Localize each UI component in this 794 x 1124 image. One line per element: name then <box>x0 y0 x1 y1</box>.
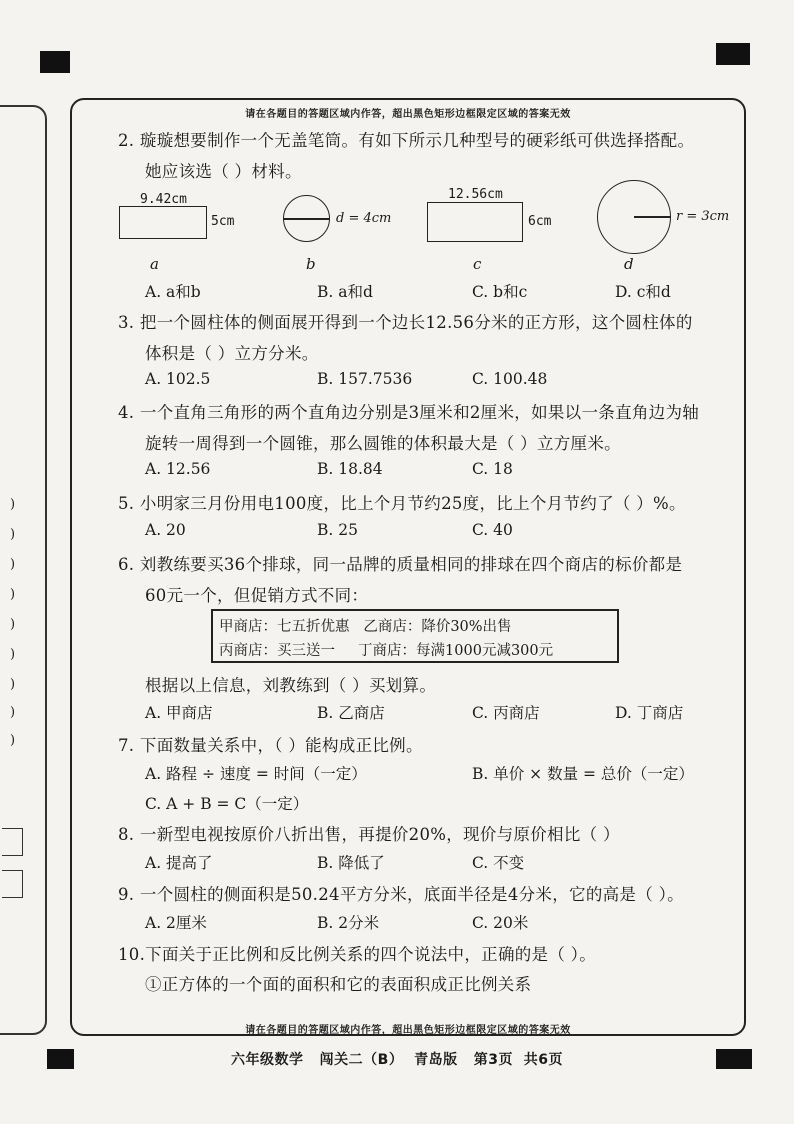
q6-line3: 根据以上信息，刘教练到（ ）买划算。 <box>145 676 437 695</box>
q6-option-b[interactable]: B. 乙商店 <box>317 704 385 722</box>
store-promotion-row-2: 丙商店：买三送一 丁商店：每满1000元减300元 <box>219 643 554 659</box>
q7-option-b[interactable]: B. 单价 × 数量 = 总价（一定） <box>472 765 694 783</box>
page-footer: 六年级数学 闯关二（B） 青岛版 第3页 共6页 <box>231 1052 563 1068</box>
fig-a-label: a <box>150 255 159 273</box>
fig-c-width-label: 12.56cm <box>448 187 503 202</box>
left-paren: ) <box>10 557 16 572</box>
q10-statement-1: ①正方体的一个面的面积和它的表面积成正比例关系 <box>145 975 532 994</box>
q9-option-c[interactable]: C. 20米 <box>472 914 529 932</box>
q4-line2: 旋转一周得到一个圆锥，那么圆锥的体积最大是（ ）立方厘米。 <box>145 434 621 453</box>
fig-d-label: d <box>624 255 634 273</box>
q5-option-a[interactable]: A. 20 <box>145 521 186 539</box>
registration-mark-top-right <box>716 43 750 65</box>
q3-option-b[interactable]: B. 157.7536 <box>317 370 413 388</box>
registration-mark-top-left <box>40 51 70 73</box>
left-paren: ) <box>10 677 16 692</box>
q2-option-d[interactable]: D. c和d <box>615 283 671 301</box>
fig-c-rectangle <box>427 202 523 242</box>
left-bracket-box <box>2 870 23 898</box>
q8-option-a[interactable]: A. 提高了 <box>145 854 213 872</box>
fig-c-label: c <box>473 255 482 273</box>
q9-option-b[interactable]: B. 2分米 <box>317 914 380 932</box>
fig-a-rectangle <box>119 206 207 239</box>
q3-option-a[interactable]: A. 102.5 <box>145 370 211 388</box>
left-paren: ) <box>10 497 16 512</box>
q3-line1: 3. 把一个圆柱体的侧面展开得到一个边长12.56分米的正方形，这个圆柱体的 <box>118 313 693 332</box>
q6-option-a[interactable]: A. 甲商店 <box>145 704 213 722</box>
q6-option-d[interactable]: D. 丁商店 <box>615 704 684 722</box>
q2-option-c[interactable]: C. b和c <box>472 283 528 301</box>
q10-line1: 10.下面关于正比例和反比例关系的四个说法中，正确的是（ ）。 <box>118 945 597 964</box>
q7-line1: 7. 下面数量关系中，（ ）能构成正比例。 <box>118 736 423 755</box>
q5-option-c[interactable]: C. 40 <box>472 521 513 539</box>
q2-option-b[interactable]: B. a和d <box>317 283 373 301</box>
q2-line2: 她应该选（ ）材料。 <box>145 162 302 181</box>
fig-a-width-label: 9.42cm <box>140 192 187 207</box>
q4-option-a[interactable]: A. 12.56 <box>145 460 211 478</box>
left-paren: ) <box>10 527 16 542</box>
q8-line1: 8. 一新型电视按原价八折出售，再提价20%，现价与原价相比（ ） <box>118 825 620 844</box>
top-notice: 请在各题目的答题区域内作答，超出黑色矩形边框限定区域的答案无效 <box>245 109 571 120</box>
q8-option-b[interactable]: B. 降低了 <box>317 854 385 872</box>
q9-option-a[interactable]: A. 2厘米 <box>145 914 207 932</box>
q6-line1: 6. 刘教练要买36个排球，同一品牌的质量相同的排球在四个商店的标价都是 <box>118 555 683 574</box>
left-paren: ) <box>10 647 16 662</box>
fig-d-radius-label: r = 3cm <box>676 209 730 224</box>
q4-line1: 4. 一个直角三角形的两个直角边分别是3厘米和2厘米，如果以一条直角边为轴 <box>118 403 700 422</box>
left-paren: ) <box>10 705 16 720</box>
q4-option-b[interactable]: B. 18.84 <box>317 460 383 478</box>
store-promotion-row-1: 甲商店：七五折优惠 乙商店：降价30%出售 <box>219 619 512 635</box>
q7-option-c[interactable]: C. A + B = C（一定） <box>145 795 309 813</box>
fig-b-diameter-line <box>283 218 330 220</box>
q6-option-c[interactable]: C. 丙商店 <box>472 704 540 722</box>
bottom-notice: 请在各题目的答题区域内作答，超出黑色矩形边框限定区域的答案无效 <box>245 1025 571 1036</box>
q9-line1: 9. 一个圆柱的侧面积是50.24平方分米，底面半径是4分米，它的高是（ ）。 <box>118 885 684 904</box>
q4-option-c[interactable]: C. 18 <box>472 460 513 478</box>
q5-line1: 5. 小明家三月份用电100度，比上个月节约25度，比上个月节约了（ ）%。 <box>118 494 686 513</box>
q2-line1: 2. 璇璇想要制作一个无盖笔筒。有如下所示几种型号的硬彩纸可供选择搭配。 <box>118 131 695 150</box>
fig-a-height-label: 5cm <box>211 214 235 229</box>
q2-option-a[interactable]: A. a和b <box>145 283 201 301</box>
q3-line2: 体积是（ ）立方分米。 <box>145 344 319 363</box>
q7-option-a[interactable]: A. 路程 ÷ 速度 = 时间（一定） <box>145 765 367 783</box>
q6-line2: 60元一个，但促销方式不同： <box>145 586 369 605</box>
fig-b-diameter-label: d = 4cm <box>336 211 392 226</box>
fig-b-label: b <box>306 255 316 273</box>
left-bracket-box <box>2 828 23 856</box>
left-paren: ) <box>10 587 16 602</box>
q3-option-c[interactable]: C. 100.48 <box>472 370 548 388</box>
left-paren: ) <box>10 733 16 748</box>
q8-option-c[interactable]: C. 不变 <box>472 854 525 872</box>
fig-d-radius-line <box>634 216 671 218</box>
q5-option-b[interactable]: B. 25 <box>317 521 358 539</box>
left-paren: ) <box>10 617 16 632</box>
fig-c-height-label: 6cm <box>528 214 552 229</box>
